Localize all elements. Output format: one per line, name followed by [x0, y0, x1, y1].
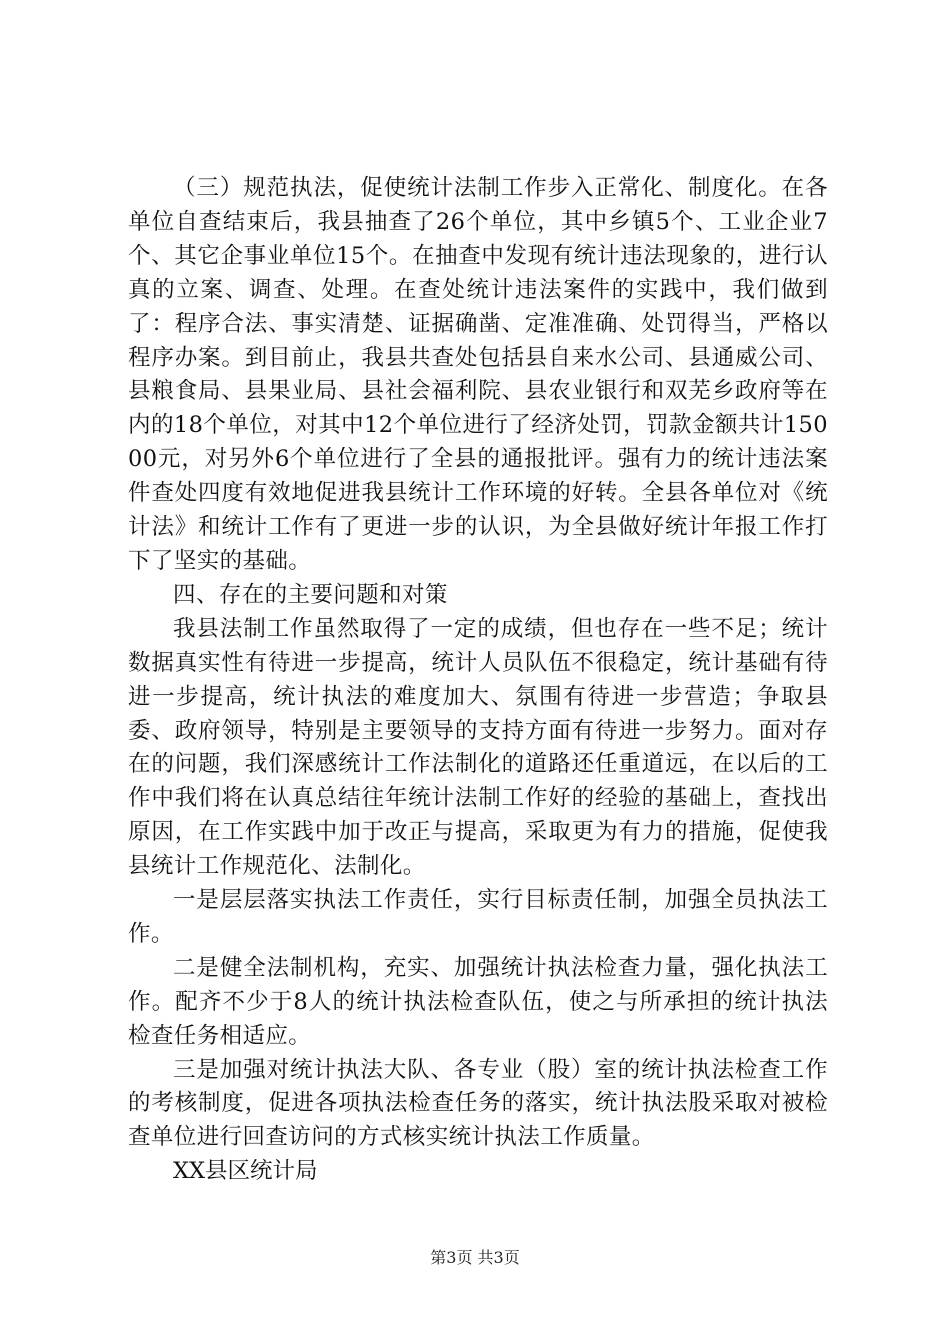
section-heading-problems: 四、存在的主要问题和对策 [173, 581, 448, 608]
paragraph-problems: 我县法制工作虽然取得了一定的成绩，但也存在一些不足；统计数据真实性有待进一步提高，统计人员队伍不很稳定，统计基础有待进一步提高，统计执法的难度加大、氛围有待进一步营造；争取县委、政府领导，特别是主要领导的支持方面有待进一步努力。面对存在的问题，我们深感统计工作法制化的道路还任重道远，在以后的工作中我们将在认真总结往年统计法制工作好的经验的基础上，查找出原因，在工作实践中加于改正与提高，采取更为有力的措施，促使我县统计工作规范化、法制化。 [128, 615, 828, 880]
paragraph-measure-two: 二是健全法制机构，充实、加强统计执法检查力量，强化执法工作。配齐不少于8人的统计执法检查队伍，使之与所承担的统计执法检查任务相适应。 [128, 954, 828, 1049]
paragraph-measure-three: 三是加强对统计执法大队、各专业（股）室的统计执法检查工作的考核制度，促进各项执法检查任务的落实，统计执法股采取对被检查单位进行回查访问的方式核实统计执法工作质量。 [128, 1056, 828, 1151]
signature-organization: XX县区统计局 [173, 1158, 318, 1185]
document-body [128, 172, 828, 1189]
paragraph-measure-one: 一是层层落实执法工作责任，实行目标责任制，加强全员执法工作。 [128, 887, 828, 947]
page-footer: 第3页 共3页 [430, 1248, 520, 1267]
paragraph-standardize-enforcement: （三）规范执法，促使统计法制工作步入正常化、制度化。在各单位自查结束后，我县抽查了26个单位，其中乡镇5个、工业企业7个、其它企事业单位15个。在抽查中发现有统计违法现象的，进行认真的立案、调查、处理。在查处统计违法案件的实践中，我们做到了：程序合法、事实清楚、证据确凿、定准准确、处罚得当，严格以程序办案。到目前止，我县共查处包括县自来水公司、县通威公司、县粮食局、县果业局、县社会福利院、县农业银行和双芜乡政府等在内的18个单位，对其中12个单位进行了经济处罚，罚款金额共计15000元，对另外6个单位进行了全县的通报批评。强有力的统计违法案件查处四度有效地促进我县统计工作环境的好转。全县各单位对《统计法》和统计工作有了更进一步的认识，为全县做好统计年报工作打下了坚实的基础。 [128, 175, 828, 574]
